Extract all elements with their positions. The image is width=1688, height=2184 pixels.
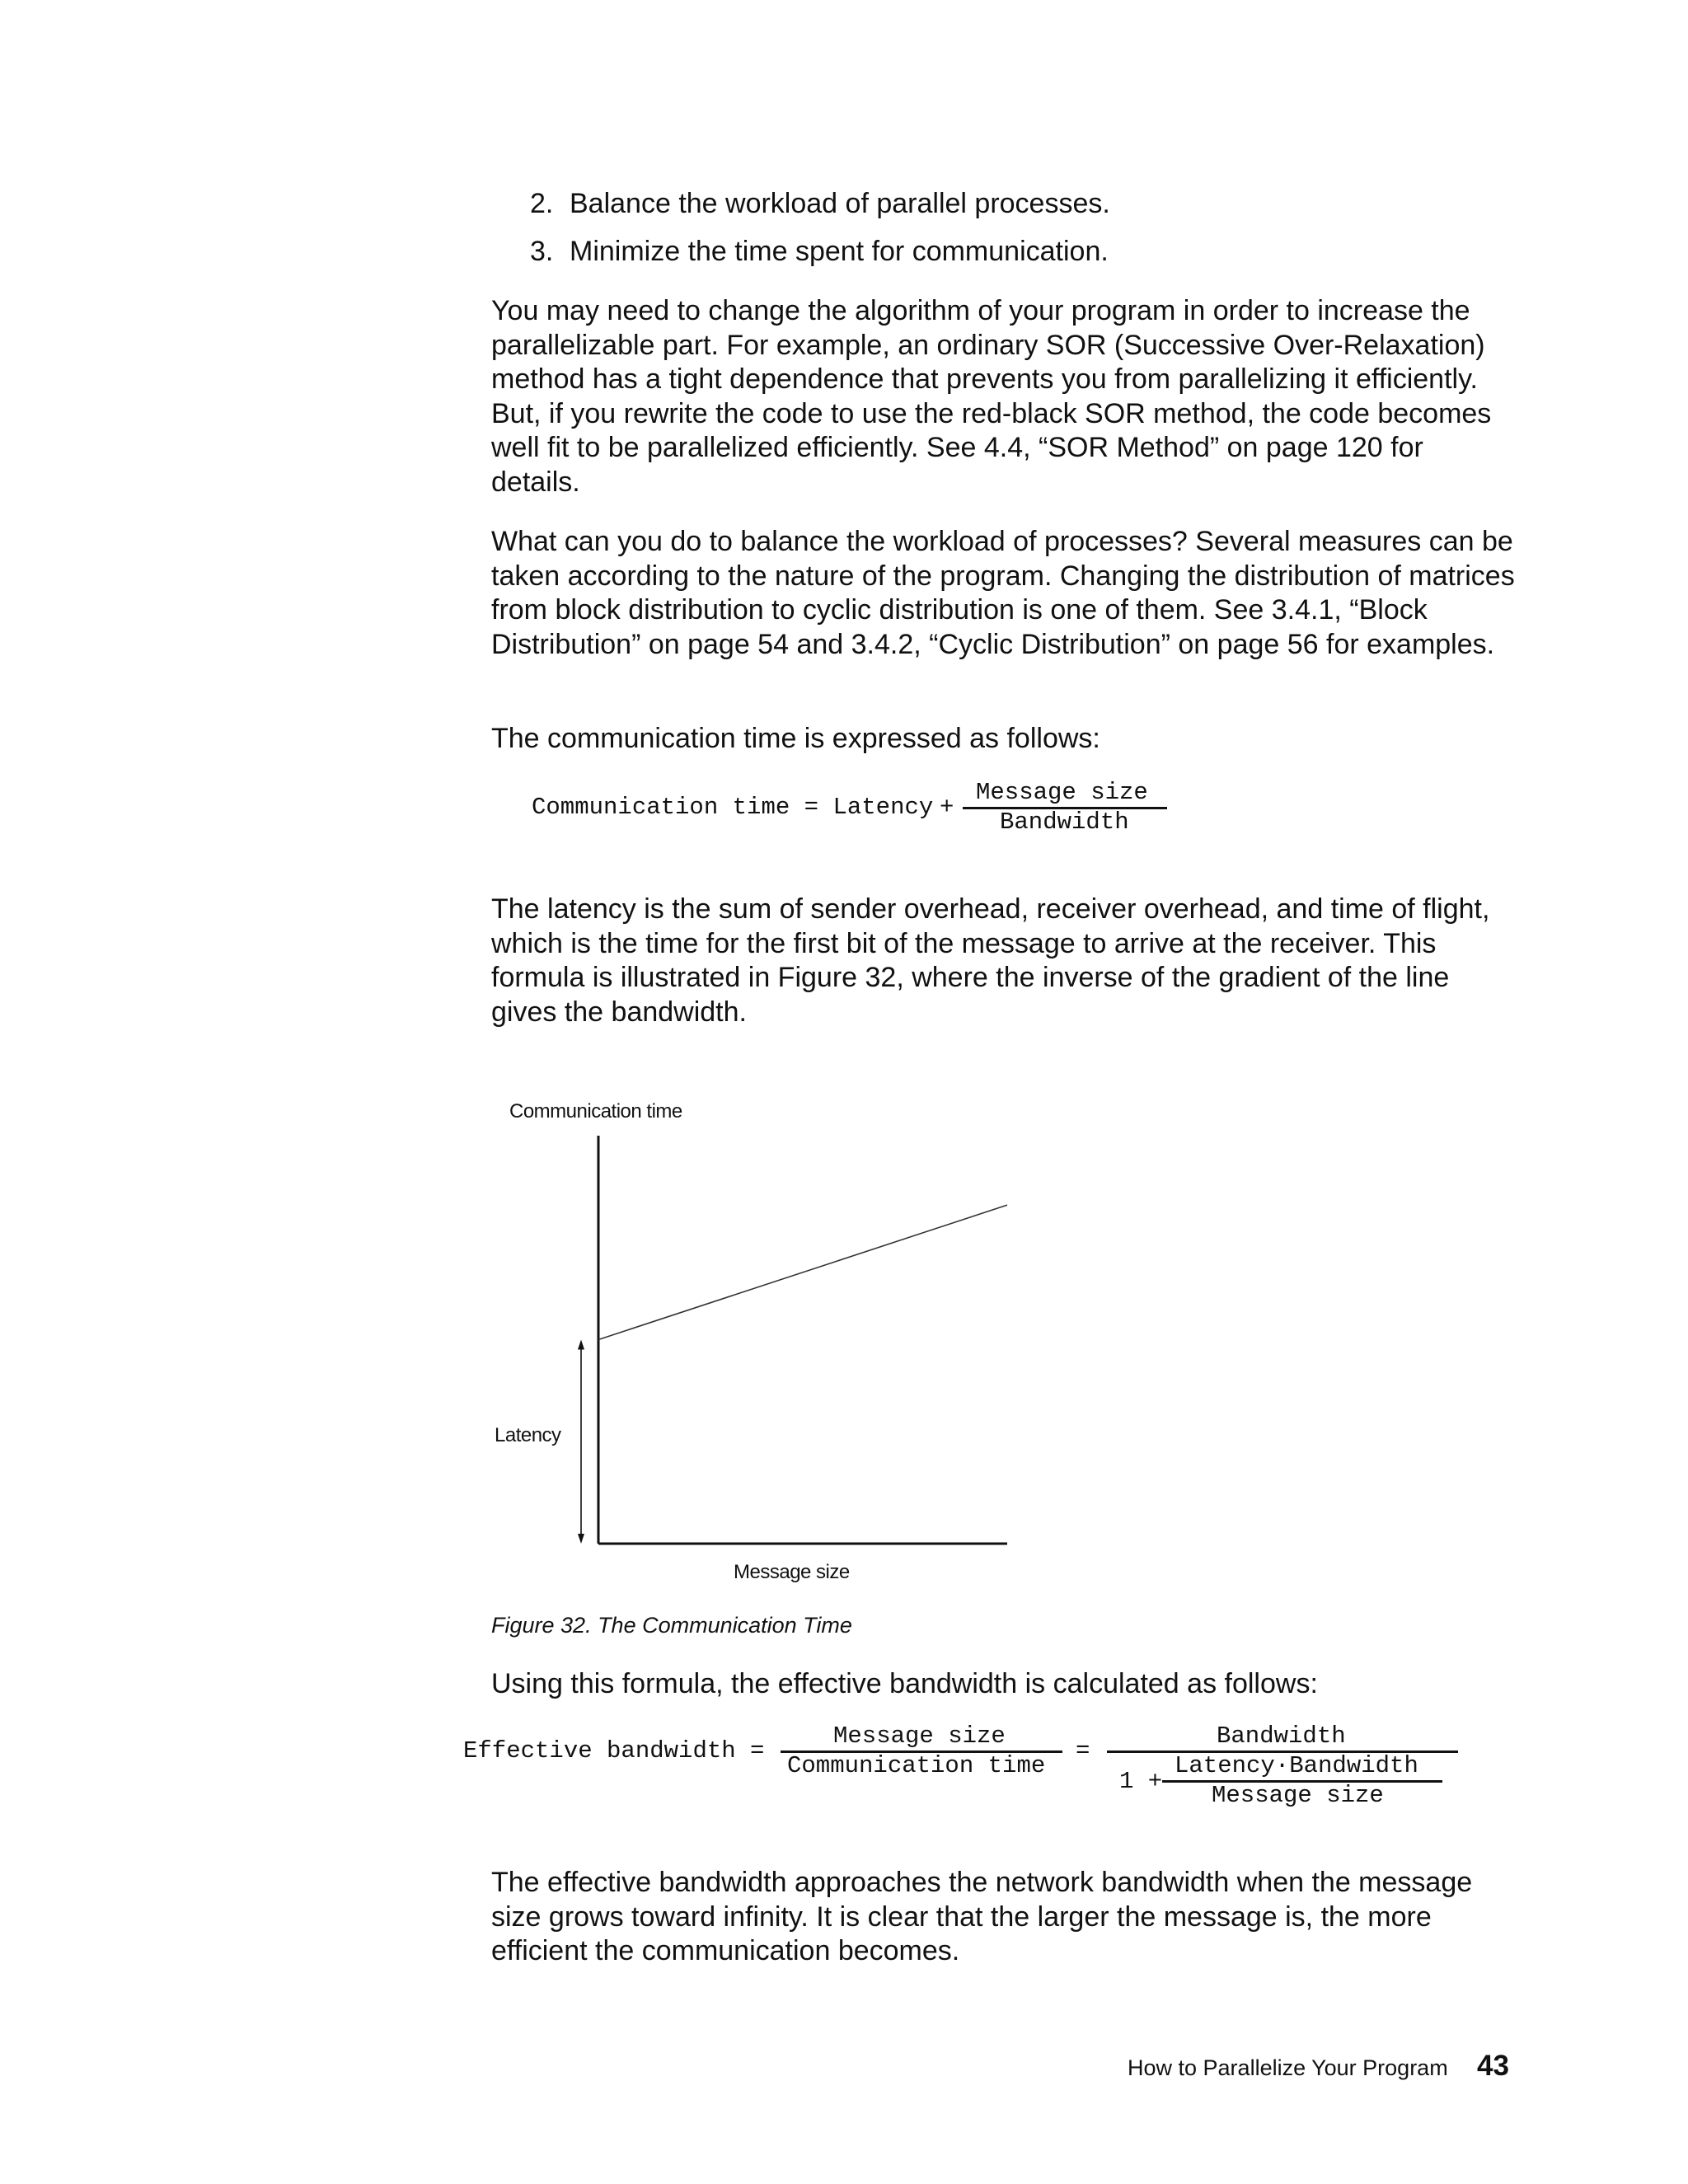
- page-number: 43: [1477, 2050, 1509, 2082]
- chart-latency-label: Latency: [495, 1424, 561, 1446]
- chart-arrow-head-up: [578, 1340, 584, 1350]
- figure-caption: Figure 32. The Communication Time: [491, 1613, 852, 1638]
- chart-series-line: [598, 1205, 1007, 1339]
- formula2-one-plus: 1 +: [1119, 1768, 1163, 1795]
- list-number: 2.: [530, 188, 554, 219]
- formula2-frac1-denominator: Communication time: [787, 1752, 1046, 1779]
- formula1-plus: +: [940, 794, 954, 821]
- formula2-lhs: Effective bandwidth =: [463, 1737, 765, 1765]
- list-number: 3.: [530, 236, 554, 267]
- chart-ylabel: Communication time: [509, 1100, 682, 1122]
- formula1-numerator: Message size: [976, 779, 1148, 806]
- chart-arrow-head-down: [578, 1534, 584, 1544]
- list-text: Minimize the time spent for communication.: [570, 236, 1109, 267]
- formula2-inner-numerator: Latency·Bandwidth: [1175, 1752, 1418, 1779]
- paragraph-conclusion: The effective bandwidth approaches the network bandwidth when the message size grows toward infinity. It is clear that the larger the message is, the more efficient the communication becomes.: [491, 1867, 1473, 1966]
- formula1-denominator: Bandwidth: [1000, 808, 1129, 836]
- paragraph-formula-intro: The communication time is expressed as follows:: [491, 723, 1100, 754]
- paragraph-latency: The latency is the sum of sender overhead, receiver overhead, and time of flight, which is the time for the first bit of the message to arrive at the receiver. This formula is illustrated in Figure 32, where the inverse of the gradient of the line gives the bandwidth.: [491, 893, 1490, 1028]
- list-text: Balance the workload of parallel processes.: [570, 188, 1110, 219]
- paragraph-effective-intro: Using this formula, the effective bandwidth is calculated as follows:: [491, 1668, 1318, 1699]
- paragraph-balance: What can you do to balance the workload of processes? Several measures can be taken according to the nature of the program. Changing the distribution of matrices from block distribution to cyclic distribution is one of them. See 3.4.1, “Block Distribution” on page 54 and 3.4.2, “Cyclic Distribution” on page 56 for examples.: [491, 526, 1515, 660]
- paragraph-sor: You may need to change the algorithm of your program in order to increase the parallelizable part. For example, an ordinary SOR (Successive Over-Relaxation) method has a tight dependence that prevents you from parallelizing it efficiently. But, if you rewrite the code to use the red-black SOR method, the code becomes well fit to be parallelized efficiently. See 4.4, “SOR Method” on page 120 for details.: [491, 295, 1492, 498]
- formula1-lhs: Communication time = Latency: [532, 794, 934, 821]
- footer-running-title: How to Parallelize Your Program: [1128, 2055, 1448, 2080]
- formula2-equals: =: [1076, 1737, 1090, 1765]
- chart-xlabel: Message size: [734, 1561, 850, 1583]
- formula2-inner-denominator: Message size: [1212, 1782, 1384, 1809]
- formula2-frac2-numerator: Bandwidth: [1217, 1722, 1346, 1750]
- formula2-frac1-numerator: Message size: [833, 1722, 1006, 1750]
